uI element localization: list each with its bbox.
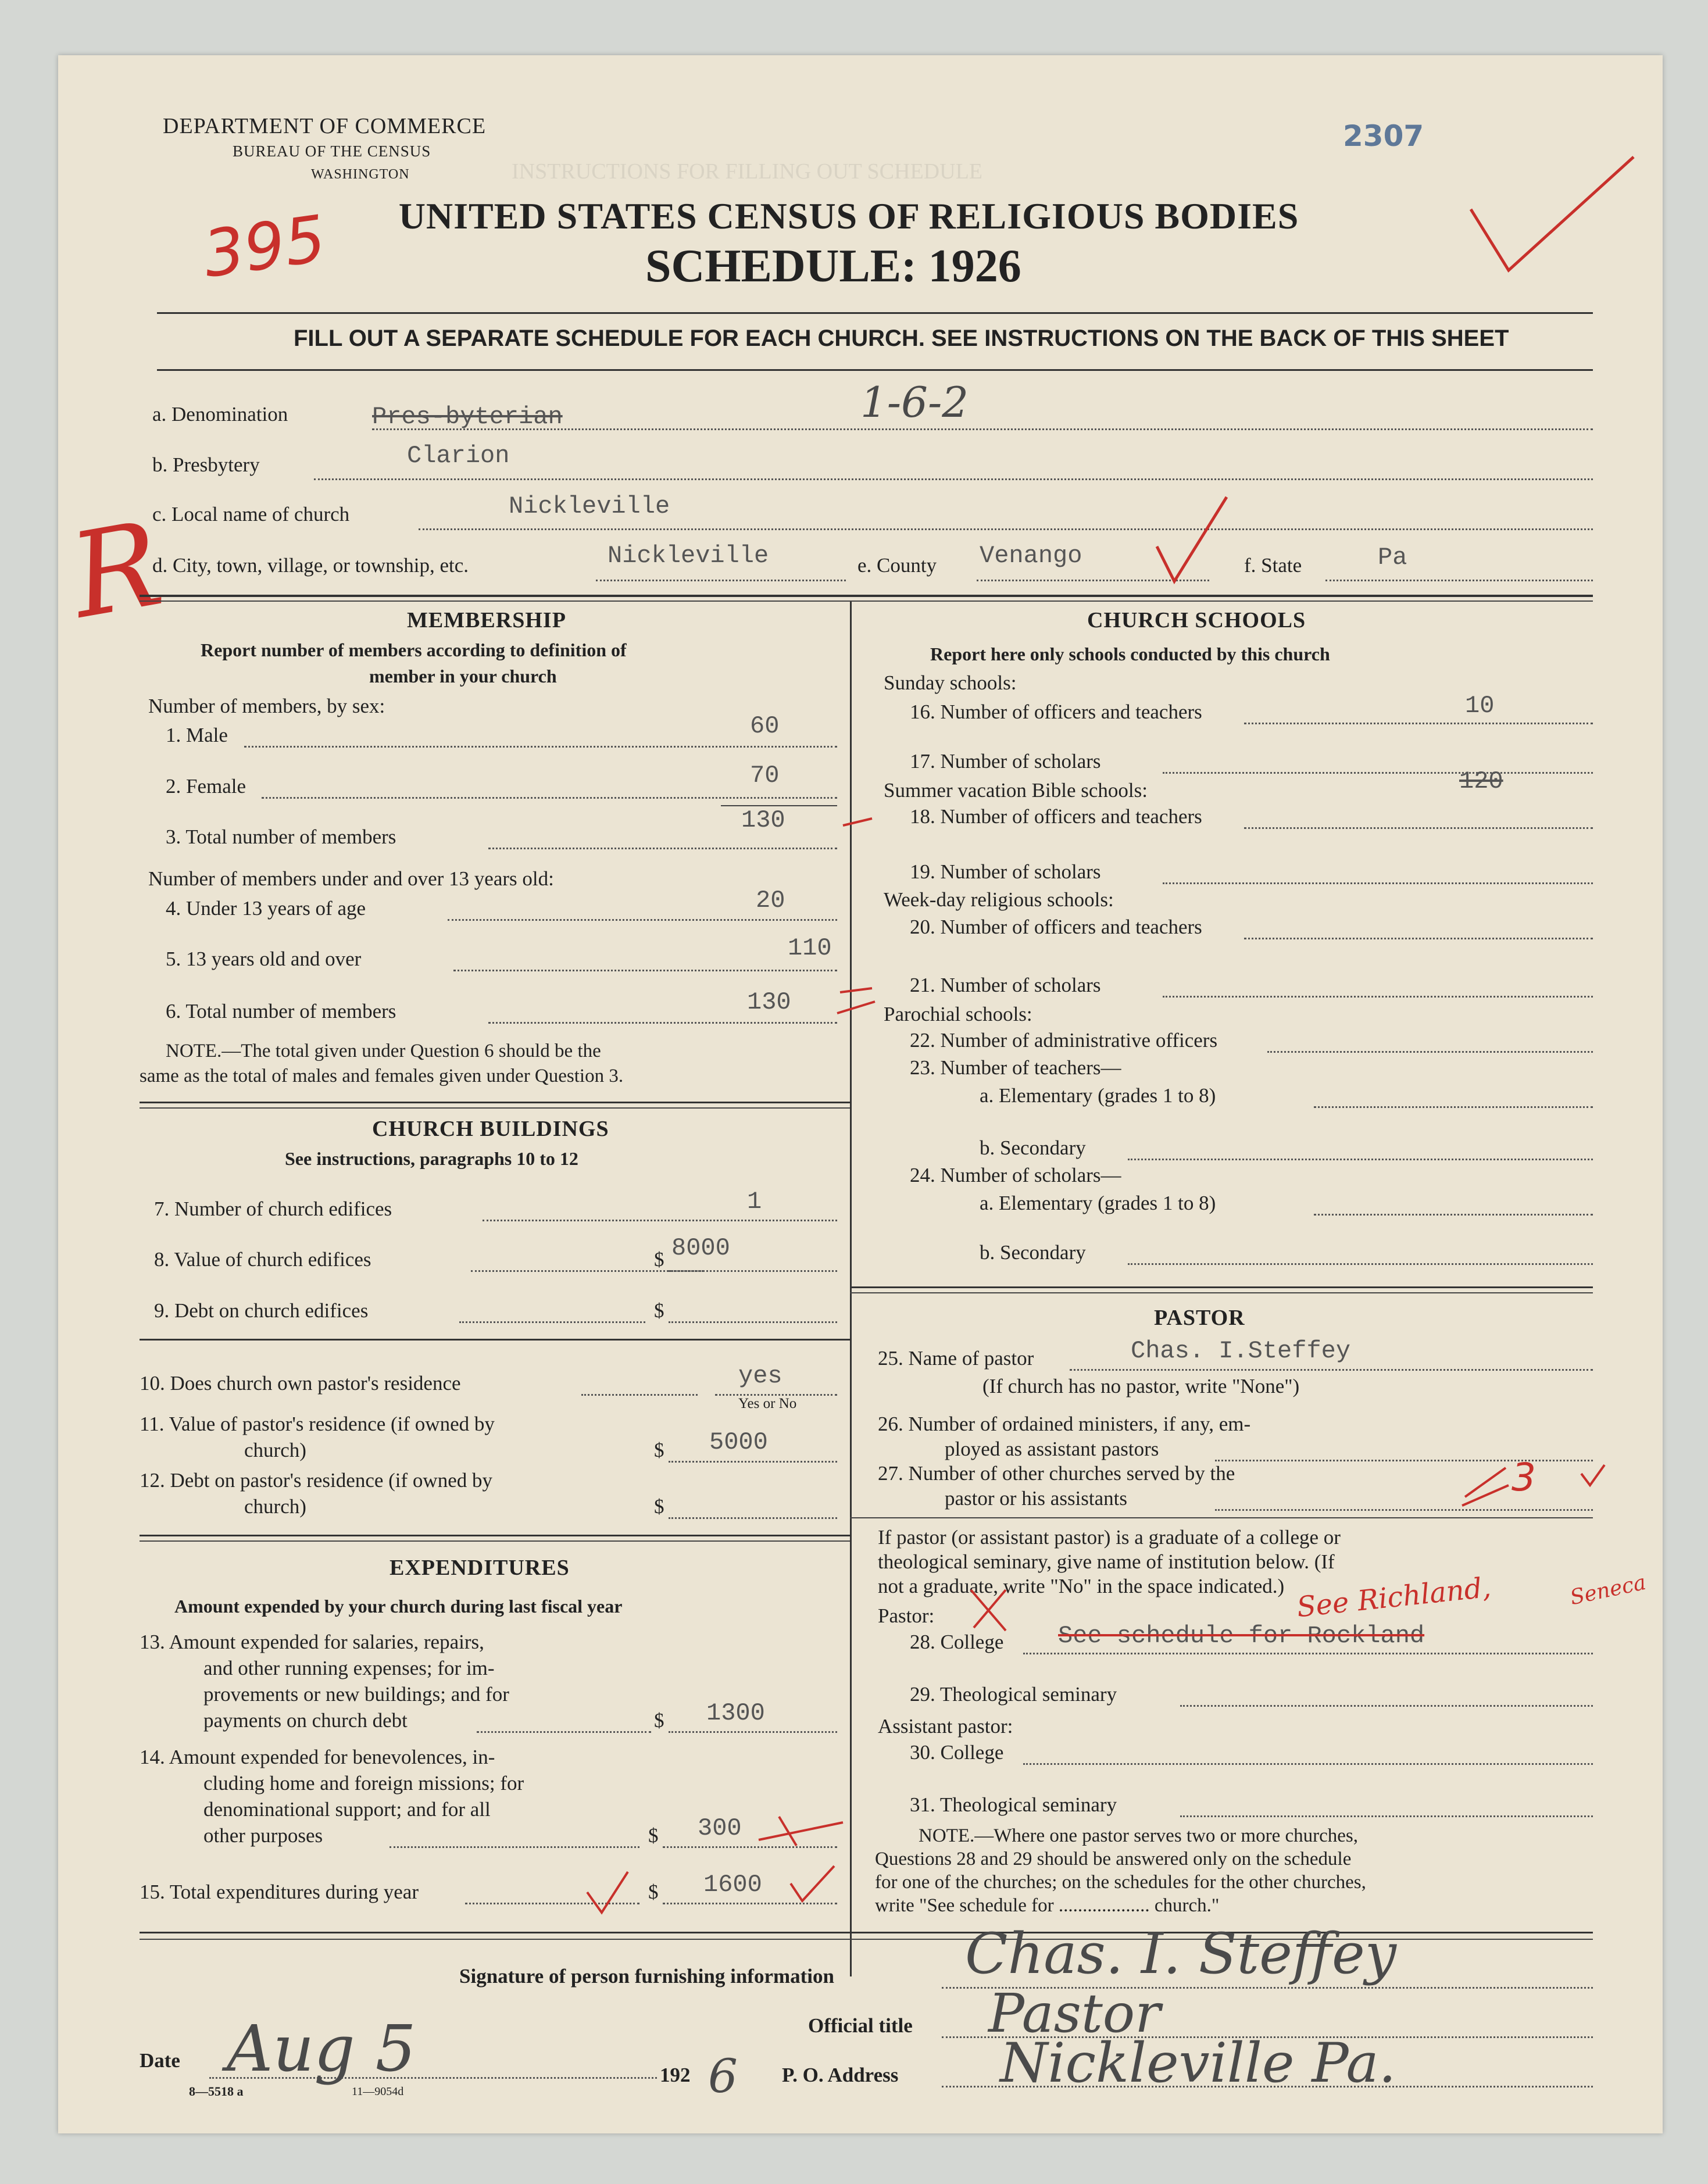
q18-label: 18. Number of officers and teachers (910, 805, 1202, 828)
q6-label: 6. Total number of members (166, 1000, 396, 1023)
q19-label: 19. Number of scholars (910, 860, 1101, 883)
q8-value: 8000 (671, 1234, 730, 1262)
weekday-heading: Week-day religious schools: (884, 888, 1114, 911)
dollar-sign: $ (648, 1824, 659, 1847)
q13-value: 1300 (706, 1699, 765, 1727)
dollar-sign: $ (648, 1881, 659, 1903)
dotted-line (1180, 1705, 1593, 1707)
official-title-value: Pastor (988, 1982, 1161, 2044)
q24a-label: a. Elementary (grades 1 to 8) (980, 1192, 1216, 1214)
q5-value: 110 (788, 934, 832, 962)
census-schedule-sheet (58, 55, 1663, 2133)
membership-intro: Report number of members according to definition of (201, 639, 627, 660)
q16-label: 16. Number of officers and teachers (910, 700, 1202, 723)
dotted-line (596, 580, 846, 581)
state-label: f. State (1244, 554, 1302, 577)
pastor-note: for one of the churches; on the schedules for the other churches, (875, 1872, 1366, 1893)
q2-value: 70 (750, 762, 780, 789)
dotted-line (244, 746, 837, 748)
red-pencil-number: 395 (199, 201, 330, 292)
graduate-instructions: not a graduate, write "No" in the space indicated.) (878, 1575, 1285, 1597)
red-tick-icon (840, 814, 875, 831)
red-r-mark: R (61, 496, 171, 645)
dotted-line (1163, 882, 1593, 884)
red-check-mark-icon (1151, 494, 1232, 587)
date-label: Date (140, 2049, 180, 2072)
q11-value: 5000 (709, 1428, 768, 1456)
dotted-line (419, 528, 1593, 530)
q3-label: 3. Total number of members (166, 825, 396, 848)
q11-label: church) (244, 1439, 306, 1461)
q25-value: Chas. I.Steffey (1131, 1337, 1351, 1365)
q21-label: 21. Number of scholars (910, 974, 1101, 996)
dotted-line (1325, 580, 1593, 581)
dotted-line (314, 478, 1593, 480)
bureau-heading: BUREAU OF THE CENSUS (233, 142, 431, 160)
rule (850, 1517, 1593, 1518)
form-number: 8—5518 a (189, 2084, 244, 2099)
q12-label: 12. Debt on pastor's residence (if owned by (140, 1469, 492, 1492)
q14-label: 14. Amount expended for benevolences, in- (140, 1746, 495, 1768)
graduate-instructions: If pastor (or assistant pastor) is a graduate of a college or (878, 1526, 1341, 1549)
rule (140, 1107, 850, 1109)
graduate-instructions: theological seminary, give name of institution below. (If (878, 1550, 1335, 1573)
summer-heading: Summer vacation Bible schools: (884, 779, 1148, 802)
dollar-sign: $ (654, 1439, 664, 1461)
local-name-value: Nickleville (509, 492, 670, 520)
q10-label: 10. Does church own pastor's residence (140, 1372, 461, 1395)
buildings-heading: CHURCH BUILDINGS (372, 1117, 609, 1141)
q7-label: 7. Number of church edifices (154, 1198, 392, 1220)
q27-value: 3 (1512, 1455, 1536, 1500)
dotted-line (1023, 1763, 1593, 1765)
q17-label: 17. Number of scholars (910, 750, 1101, 773)
year-value: 6 (708, 2049, 738, 2103)
dotted-line (669, 1461, 837, 1463)
red-check-mark-icon (756, 1811, 849, 1863)
dotted-line (1163, 996, 1593, 998)
form-subtitle: SCHEDULE: 1926 (645, 241, 1021, 292)
q28-label: 28. College (910, 1631, 1004, 1653)
q25-label: 25. Name of pastor (878, 1347, 1034, 1370)
rule (850, 1292, 1593, 1293)
q23-label: 23. Number of teachers— (910, 1056, 1121, 1079)
dotted-line (1128, 1159, 1593, 1160)
dotted-line (669, 1321, 837, 1323)
rule (140, 1540, 850, 1542)
rule (140, 600, 1593, 602)
q20-label: 20. Number of officers and teachers (910, 916, 1202, 938)
dollar-sign: $ (654, 1299, 664, 1322)
county-value: Venango (980, 542, 1082, 570)
dotted-line (1244, 827, 1593, 829)
dotted-line (669, 1517, 837, 1519)
dotted-line (669, 1731, 837, 1733)
handwritten-code: 1-6-2 (860, 378, 969, 427)
instructions-banner: FILL OUT A SEPARATE SCHEDULE FOR EACH CHURCH. SEE INSTRUCTIONS ON THE BACK OF THIS SHEET (294, 326, 1509, 351)
po-address-value: Nickleville Pa. (1000, 2032, 1396, 2095)
q27-label: 27. Number of other churches served by the (878, 1462, 1235, 1485)
rule (157, 369, 1593, 371)
signature-value: Chas. I. Steffey (965, 1921, 1396, 1986)
q13-label: 13. Amount expended for salaries, repairs, (140, 1631, 484, 1653)
q24b-label: b. Secondary (980, 1241, 1086, 1264)
q22-label: 22. Number of administrative officers (910, 1029, 1218, 1052)
q13-label: and other running expenses; for im- (203, 1657, 495, 1679)
sunday-heading: Sunday schools: (884, 671, 1017, 694)
red-tick-icon (834, 985, 881, 1020)
by-sex-heading: Number of members, by sex: (148, 695, 385, 717)
q15-label: 15. Total expenditures during year (140, 1881, 419, 1903)
q4-label: 4. Under 13 years of age (166, 897, 366, 920)
yes-no-caption: Yes or No (738, 1396, 797, 1411)
q13-label: provements or new buildings; and for (203, 1683, 509, 1706)
q23a-label: a. Elementary (grades 1 to 8) (980, 1084, 1216, 1107)
dotted-line (1244, 723, 1593, 724)
state-value: Pa (1378, 544, 1407, 571)
pastor-note: Questions 28 and 29 should be answered only on the schedule (875, 1849, 1352, 1870)
dotted-line (262, 797, 837, 799)
red-check-mark-icon (785, 1860, 837, 1907)
q31-label: 31. Theological seminary (910, 1793, 1117, 1816)
dotted-line (669, 1270, 837, 1272)
county-label: e. County (857, 554, 937, 577)
q15-value: 1600 (703, 1871, 762, 1899)
local-name-label: c. Local name of church (152, 503, 350, 526)
q10-value: yes (738, 1362, 782, 1390)
rule (140, 1535, 850, 1536)
rule (850, 1286, 1593, 1288)
q28-red-annotation: Seneca (1568, 1570, 1648, 1610)
rule (157, 312, 1593, 314)
buildings-instructions: See instructions, paragraphs 10 to 12 (285, 1148, 578, 1169)
city-heading: WASHINGTON (311, 167, 410, 182)
form-title: UNITED STATES CENSUS OF RELIGIOUS BODIES (398, 195, 1299, 237)
red-check-mark-icon (1465, 151, 1639, 279)
official-title-label: Official title (808, 2014, 913, 2037)
expenditures-intro: Amount expended by your church during last fiscal year (174, 1596, 623, 1617)
schools-heading: CHURCH SCHOOLS (1087, 608, 1306, 632)
q6-value: 130 (747, 988, 791, 1016)
q3-value: 130 (741, 806, 785, 834)
by-age-heading: Number of members under and over 13 years old: (148, 867, 554, 890)
q4-value: 20 (756, 887, 785, 914)
q14-label: cluding home and foreign missions; for (203, 1772, 524, 1795)
dotted-line (1128, 1263, 1593, 1265)
q1-label: 1. Male (166, 724, 228, 746)
q28-red-annotation: See Richland, (1295, 1571, 1493, 1624)
rule (140, 1339, 850, 1341)
q13-label: payments on church debt (203, 1709, 408, 1732)
pastor-subheading: Pastor: (878, 1604, 935, 1627)
membership-note: NOTE.—The total given under Question 6 should be the (166, 1041, 601, 1061)
membership-intro: member in your church (369, 666, 557, 687)
schools-intro: Report here only schools conducted by this church (930, 644, 1330, 664)
presbytery-label: b. Presbytery (152, 453, 260, 476)
dept-heading: DEPARTMENT OF COMMERCE (163, 114, 487, 138)
reverse-show-through: INSTRUCTIONS FOR FILLING OUT SCHEDULE (512, 159, 982, 184)
q14-label: denominational support; and for all (203, 1798, 491, 1821)
q16-value: 10 (1465, 692, 1495, 720)
q28-value: See schedule for Rockland (1058, 1622, 1425, 1650)
red-check-mark-icon (581, 1866, 634, 1918)
dollar-sign: $ (654, 1709, 664, 1732)
q14-value: 300 (698, 1814, 742, 1842)
q26-label: 26. Number of ordained ministers, if any, em- (878, 1413, 1251, 1435)
dotted-line (581, 1394, 698, 1396)
q30-label: 30. College (910, 1741, 1004, 1764)
dotted-line (1314, 1106, 1593, 1108)
print-number: 11—9054d (352, 2085, 404, 2098)
membership-heading: MEMBERSHIP (407, 608, 566, 632)
dotted-line (453, 970, 837, 971)
dotted-line (1023, 1653, 1593, 1654)
dotted-line (1163, 772, 1593, 774)
city-value: Nickleville (608, 542, 769, 570)
signature-label: Signature of person furnishing information (459, 1965, 834, 1988)
expenditures-heading: EXPENDITURES (390, 1556, 570, 1580)
q8-label: 8. Value of church edifices (154, 1248, 371, 1271)
dotted-line (1267, 1051, 1593, 1053)
q29-label: 29. Theological seminary (910, 1683, 1117, 1706)
q24-label: 24. Number of scholars— (910, 1164, 1121, 1186)
red-x-mark-icon (965, 1584, 1017, 1636)
parochial-heading: Parochial schools: (884, 1003, 1032, 1025)
dollar-sign: $ (654, 1248, 664, 1271)
dotted-line (390, 1846, 639, 1848)
stamp-number: 2307 (1343, 119, 1424, 153)
q9-label: 9. Debt on church edifices (154, 1299, 369, 1322)
q25-note: (If church has no pastor, write "None") (982, 1375, 1300, 1397)
dotted-line (488, 1022, 837, 1024)
q7-value: 1 (747, 1188, 762, 1216)
q27-label: pastor or his assistants (945, 1487, 1128, 1510)
year-prefix: 192 (660, 2064, 691, 2086)
dollar-sign: $ (654, 1495, 664, 1518)
q12-label: church) (244, 1495, 306, 1518)
red-check-mark-icon (1453, 1450, 1610, 1514)
rule (140, 595, 1593, 597)
dotted-line (459, 1321, 645, 1323)
dotted-line (483, 1220, 837, 1221)
date-value: Aug 5 (227, 2011, 416, 2086)
pastor-heading: PASTOR (1154, 1306, 1245, 1330)
q14-label: other purposes (203, 1824, 323, 1847)
q5-label: 5. 13 years old and over (166, 948, 362, 970)
dotted-line (1244, 938, 1593, 939)
rule (140, 1102, 850, 1103)
membership-note: same as the total of males and females given under Question 3. (140, 1066, 624, 1086)
dotted-line (448, 919, 837, 921)
q11-label: 11. Value of pastor's residence (if owned by (140, 1413, 495, 1435)
dotted-line (1070, 1369, 1593, 1371)
q2-label: 2. Female (166, 775, 246, 798)
dotted-line (1314, 1214, 1593, 1216)
po-address-label: P. O. Address (782, 2064, 899, 2086)
dotted-line (488, 848, 837, 849)
dotted-line (477, 1731, 651, 1733)
dotted-line (1180, 1815, 1593, 1817)
city-label: d. City, town, village, or township, etc. (152, 554, 469, 577)
column-divider (850, 602, 852, 1976)
assistant-subheading: Assistant pastor: (878, 1715, 1013, 1738)
denomination-label: a. Denomination (152, 403, 288, 426)
q26-label: ployed as assistant pastors (945, 1438, 1159, 1460)
q23b-label: b. Secondary (980, 1136, 1086, 1159)
denomination-value: Pres-byterian (372, 403, 563, 431)
q1-value: 60 (750, 712, 780, 740)
pastor-note: NOTE.—Where one pastor serves two or more churches, (919, 1825, 1358, 1846)
pastor-note: write "See schedule for ................... church." (875, 1895, 1220, 1916)
q17-value: 120 (1459, 767, 1503, 795)
presbytery-value: Clarion (407, 442, 510, 470)
